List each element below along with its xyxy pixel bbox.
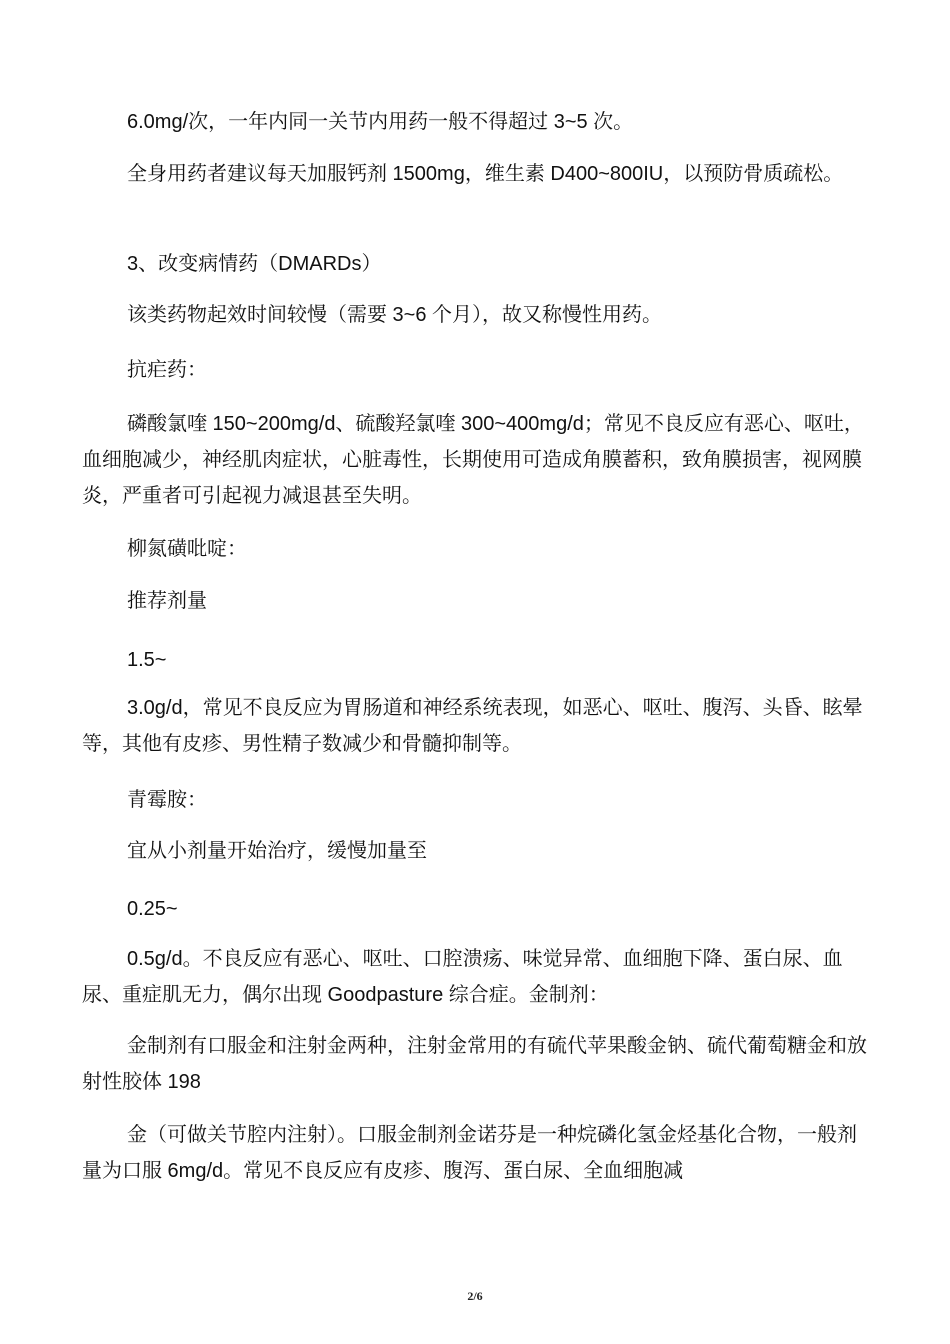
section-heading-dmards: 3、改变病情药（DMARDs） xyxy=(127,253,382,275)
paragraph-slow-acting: 该类药物起效时间较慢（需要 3~6 个月），故又称慢性用药。 xyxy=(127,304,663,326)
paragraph-auranofin: 金（可做关节腔内注射）。口服金制剂金诺芬是一种烷磷化氢金烃基化合物，一般剂量为口服 6mg/d。常见不良反应有皮疹、腹泻、蛋白尿、全血细胞减 xyxy=(82,1124,857,1182)
paragraph-chloroquine: 磷酸氯喹 150~200mg/d、硫酸羟氯喹 300~400mg/d；常见不良反应有恶心、呕吐，血细胞减少，神经肌肉症状，心脏毒性，长期使用可造成角膜蓄积，致角膜损害，视网膜炎，严重者可引起视力减退甚至失明。 xyxy=(82,413,864,507)
paragraph-penicillamine-dose-start: 0.25~ xyxy=(127,898,178,920)
paragraph-dose-limit: 6.0mg/次，一年内同一关节内用药一般不得超过 3~5 次。 xyxy=(127,111,634,133)
paragraph-gold-types: 金制剂有口服金和注射金两种，注射金常用的有硫代苹果酸金钠、硫代葡萄糖金和放射性胶体 198 xyxy=(82,1035,867,1093)
subheading-antimalarials: 抗疟药： xyxy=(127,359,207,381)
subheading-sulfasalazine: 柳氮磺吡啶： xyxy=(127,538,247,560)
paragraph-calcium-supplement: 全身用药者建议每天加服钙剂 1500mg，维生素 D400~800IU，以预防骨质疏松。 xyxy=(127,163,844,185)
page-number: 2/6 xyxy=(467,1289,483,1303)
paragraph-recommended-dose: 推荐剂量 xyxy=(127,590,207,612)
paragraph-sulfasalazine-effects: 3.0g/d，常见不良反应为胃肠道和神经系统表现，如恶心、呕吐、腹泻、头昏、眩晕等，其他有皮疹、男性精子数减少和骨髓抑制等。 xyxy=(82,697,863,755)
paragraph-dose-start: 1.5~ xyxy=(127,649,167,671)
paragraph-penicillamine-titration: 宜从小剂量开始治疗，缓慢加量至 xyxy=(127,840,427,862)
subheading-penicillamine: 青霉胺： xyxy=(127,789,207,811)
paragraph-penicillamine-effects: 0.5g/d。不良反应有恶心、呕吐、口腔溃疡、味觉异常、血细胞下降、蛋白尿、血尿、重症肌无力，偶尔出现 Goodpasture 综合症。金制剂： xyxy=(82,948,843,1006)
